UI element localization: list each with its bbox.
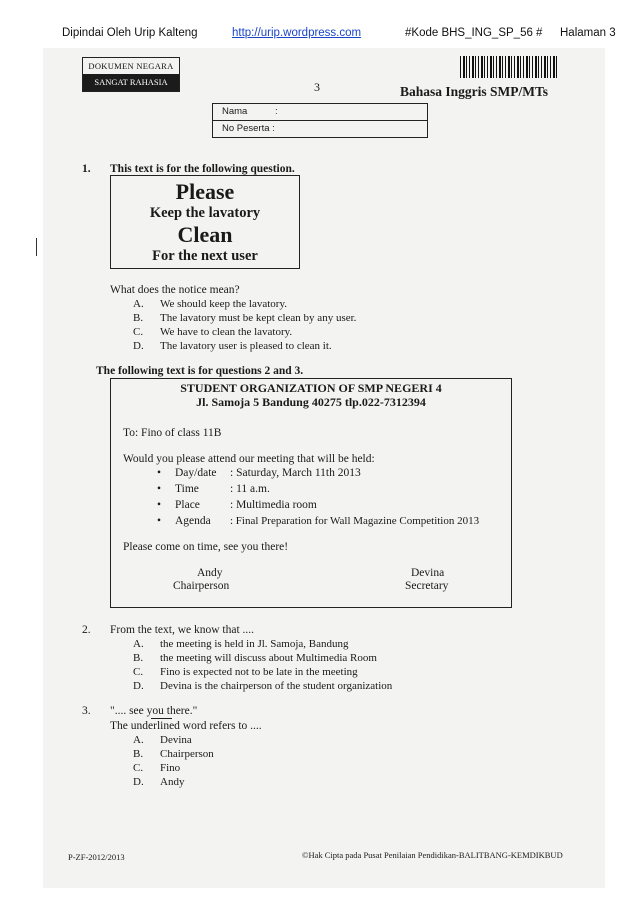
id-label: No Peserta : <box>222 123 275 134</box>
sheet-page-number: 3 <box>314 80 320 94</box>
q3-option-text: Chairperson <box>160 748 214 760</box>
detail-value: : Multimedia room <box>230 499 317 511</box>
detail-value: : Saturday, March 11th 2013 <box>230 467 361 479</box>
bullet-icon: • <box>157 515 162 527</box>
q1-option-letter: C. <box>133 326 144 338</box>
document-code: #Kode BHS_ING_SP_56 # <box>405 27 543 39</box>
page-indicator: Halaman 3 <box>560 27 616 39</box>
q3-option-letter: B. <box>133 748 144 760</box>
q3-stem: The underlined word refers to .... <box>110 720 262 732</box>
q1-option-text: We should keep the lavatory. <box>160 298 287 310</box>
detail-label: Time <box>175 483 199 495</box>
detail-value: : Final Preparation for Wall Magazine Competition 2013 <box>230 515 480 527</box>
memo-title: STUDENT ORGANIZATION OF SMP NEGERI 4 <box>180 381 442 395</box>
detail-label: Day/date <box>175 467 217 479</box>
q2-option-letter: B. <box>133 652 144 664</box>
badge-bottom: SANGAT RAHASIA <box>83 74 179 91</box>
notice-line-3: Clean <box>177 222 233 247</box>
name-row <box>213 104 427 121</box>
memo-closing: Please come on time, see you there! <box>123 541 289 553</box>
memo-request: Would you please attend our meeting that will be held: <box>123 453 375 465</box>
signer-left-name: Andy <box>197 567 223 579</box>
q2-stem: From the text, we know that .... <box>110 624 255 636</box>
detail-label: Place <box>175 499 200 511</box>
identity-box <box>212 103 428 138</box>
classification-badge <box>82 57 180 92</box>
q3-option-text: Andy <box>160 776 185 788</box>
q1-option-letter: A. <box>133 298 144 310</box>
q3-option-text: Devina <box>160 734 192 746</box>
meeting-invitation <box>110 378 512 608</box>
id-row <box>213 121 427 137</box>
barcode <box>460 56 558 78</box>
q2-option-letter: A. <box>133 638 144 650</box>
q1-intro: This text is for the following question. <box>110 163 295 175</box>
q1-number: 1. <box>82 163 91 175</box>
lavatory-notice <box>110 175 300 269</box>
q3-option-letter: D. <box>133 776 144 788</box>
q1-option-letter: D. <box>133 340 144 352</box>
notice-line-1: Please <box>175 179 235 204</box>
footer-code: P-ZF-2012/2013 <box>68 852 125 862</box>
q3-option-letter: A. <box>133 734 144 746</box>
q3-option-letter: C. <box>133 762 144 774</box>
q3-option-text: Fino <box>160 762 181 774</box>
name-label: Nama <box>222 106 248 117</box>
q1-option-letter: B. <box>133 312 144 324</box>
bullet-icon: • <box>157 483 162 495</box>
notice-line-2: Keep the lavatory <box>149 205 261 221</box>
q1-question: What does the notice mean? <box>110 284 240 296</box>
q2-number: 2. <box>82 624 91 636</box>
q2-option-letter: D. <box>133 680 144 692</box>
scanner-credit: Dipindai Oleh Urip Kalteng <box>62 27 198 39</box>
q1-option-text: The lavatory must be kept clean by any user. <box>160 312 357 324</box>
signer-right-name: Devina <box>411 567 445 579</box>
q2-option-text: Fino is expected not to be late in the meeting <box>160 666 358 678</box>
name-colon: : <box>275 106 278 117</box>
notice-line-4: For the next user <box>152 248 258 264</box>
badge-top: DOKUMEN NEGARA <box>83 58 179 74</box>
footer-copyright: ©Hak Cipta pada Pusat Penilaian Pendidikan-BALITBANG-KEMDIKBUD <box>302 850 563 860</box>
q3-number: 3. <box>82 705 91 717</box>
passage-intro: The following text is for questions 2 and 3. <box>96 365 304 377</box>
bullet-icon: • <box>157 499 162 511</box>
q1-option-text: The lavatory user is pleased to clean it. <box>160 340 332 352</box>
q2-option-text: Devina is the chairperson of the student organization <box>160 680 393 692</box>
memo-recipient: To: Fino of class 11B <box>123 427 222 439</box>
subject-title: Bahasa Inggris SMP/MTs <box>400 84 549 99</box>
detail-value: : 11 a.m. <box>230 483 270 495</box>
q3-quote: ".... see you there." <box>110 705 198 717</box>
detail-label: Agenda <box>175 515 211 527</box>
signer-right-role: Secretary <box>405 580 449 592</box>
source-link[interactable]: http://urip.wordpress.com <box>232 27 362 39</box>
q2-option-letter: C. <box>133 666 144 678</box>
scan-mark <box>36 238 37 256</box>
q2-option-text: the meeting will discuss about Multimedia Room <box>160 652 377 664</box>
q1-option-text: We have to clean the lavatory. <box>160 326 293 338</box>
signer-left-role: Chairperson <box>173 580 230 592</box>
underline-mark <box>151 718 172 719</box>
bullet-icon: • <box>157 467 162 479</box>
memo-address: Jl. Samoja 5 Bandung 40275 tlp.022-7312394 <box>196 395 426 409</box>
q2-option-text: the meeting is held in Jl. Samoja, Bandung <box>160 638 349 650</box>
